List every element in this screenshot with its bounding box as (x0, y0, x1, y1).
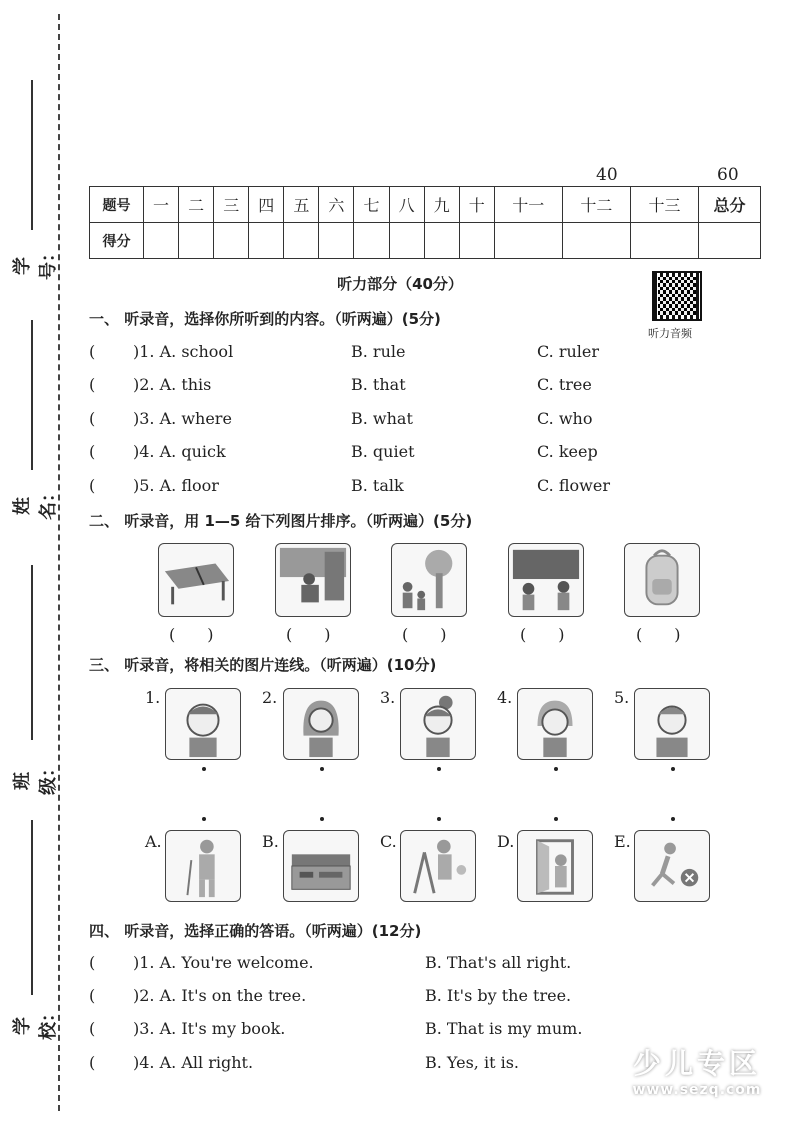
open-door-picture (517, 830, 593, 902)
student-id-label: 学号： (12, 244, 59, 280)
person-number: 5. (614, 688, 630, 707)
woman-portrait-picture (283, 688, 359, 760)
order-answer-paren[interactable]: ( ) (402, 625, 447, 644)
option-b: B. rule (351, 342, 406, 361)
watermark-url: www.sezq.com (632, 1082, 762, 1098)
option-a: )3. A. It's my book. (133, 1019, 286, 1038)
score-table-cell: 三 (214, 187, 249, 223)
match-dot[interactable] (320, 817, 324, 821)
watermark-title: 少儿专区 (632, 1047, 761, 1080)
table-tennis-table-picture (158, 543, 234, 617)
watermark (612, 1042, 782, 1098)
sidebar-school (12, 820, 59, 1050)
boy-portrait-picture (165, 688, 241, 760)
score-table-cell: 七 (354, 187, 389, 223)
section4-item (89, 1019, 789, 1041)
option-c: C. keep (537, 442, 598, 461)
option-c: C. who (537, 409, 593, 428)
activity-letter: B. (262, 832, 279, 851)
option-c: C. flower (537, 476, 610, 495)
match-dot[interactable] (202, 817, 206, 821)
section3-title: 三、 听录音，将相关的图片连线。（听两遍）(10分) (89, 656, 437, 674)
no-running-picture (634, 830, 710, 902)
activity-letter: E. (614, 832, 631, 851)
match-dot[interactable] (437, 767, 441, 771)
score-input-cell[interactable] (424, 223, 459, 259)
score-input-cell[interactable] (699, 223, 761, 259)
score-number-40: 40 (596, 165, 618, 185)
score-table-cell: 二 (179, 187, 214, 223)
match-dot[interactable] (320, 767, 324, 771)
score-input-cell[interactable] (354, 223, 389, 259)
section1-item (89, 342, 789, 364)
score-input-cell[interactable] (214, 223, 249, 259)
option-b: B. quiet (351, 442, 415, 461)
answer-paren[interactable]: ( (89, 409, 96, 428)
score-table-header-row (90, 187, 761, 223)
score-input-cell[interactable] (494, 223, 562, 259)
person-number: 1. (145, 688, 161, 707)
score-input-cell[interactable] (284, 223, 319, 259)
option-c: C. ruler (537, 342, 600, 361)
section2-title: 二、 听录音，用 1—5 给下列图片排序。（听两遍）(5分) (89, 512, 473, 530)
qr-caption: 听力音频 (648, 327, 692, 340)
score-input-cell[interactable] (144, 223, 179, 259)
painting-picture (400, 830, 476, 902)
option-a: )4. A. All right. (133, 1053, 254, 1072)
girl-short-hair-portrait-picture (517, 688, 593, 760)
option-a: )1. A. You're welcome. (133, 953, 314, 972)
option-b: B. It's by the tree. (425, 986, 572, 1005)
score-input-cell[interactable] (459, 223, 494, 259)
section4-item (89, 986, 789, 1008)
man-portrait-picture (634, 688, 710, 760)
answer-paren[interactable]: ( (89, 986, 96, 1005)
score-numbers (0, 165, 800, 185)
section1-item (89, 442, 789, 464)
sweeping-picture (165, 830, 241, 902)
activity-letter: A. (145, 832, 162, 851)
answer-paren[interactable]: ( (89, 442, 96, 461)
library-reading-picture (275, 543, 351, 617)
option-b: B. That is my mum. (425, 1019, 583, 1038)
section4-title: 四、 听录音，选择正确的答语。（听两遍）(12分) (89, 922, 422, 940)
classroom-blackboard-picture (508, 543, 584, 617)
score-input-cell[interactable] (179, 223, 214, 259)
score-table-cell: 题号 (90, 187, 144, 223)
answer-paren[interactable]: ( (89, 342, 96, 361)
score-table-cell: 十一 (494, 187, 562, 223)
pencil-box-picture (283, 830, 359, 902)
score-table-cell: 总分 (699, 187, 761, 223)
section1-item (89, 476, 789, 498)
score-input-cell[interactable] (389, 223, 424, 259)
option-a: )1. A. school (133, 342, 234, 361)
activity-letter: C. (380, 832, 397, 851)
name-label: 姓名： (12, 484, 59, 520)
option-a: )2. A. this (133, 375, 212, 394)
option-b: B. That's all right. (425, 953, 572, 972)
section1-title: 一、 听录音，选择你所听到的内容。（听两遍）(5分) (89, 310, 441, 328)
score-input-cell[interactable] (562, 223, 630, 259)
listening-section-title: 听力部分（40分） (337, 275, 463, 293)
section4-item (89, 953, 789, 975)
schoolbag-picture (624, 543, 700, 617)
score-number-60: 60 (717, 165, 739, 185)
option-a: )3. A. where (133, 409, 232, 428)
tree-with-kids-picture (391, 543, 467, 617)
score-table-cell: 十三 (630, 187, 698, 223)
match-dot[interactable] (671, 767, 675, 771)
option-b: B. Yes, it is. (425, 1053, 519, 1072)
score-table-score-row (90, 223, 761, 259)
answer-paren[interactable]: ( (89, 953, 96, 972)
match-dot[interactable] (437, 817, 441, 821)
score-table-cell: 十 (459, 187, 494, 223)
order-answer-paren[interactable]: ( ) (636, 625, 681, 644)
option-a: )5. A. floor (133, 476, 219, 495)
option-a: )2. A. It's on the tree. (133, 986, 307, 1005)
score-table-cell: 五 (284, 187, 319, 223)
sidebar-class (12, 565, 59, 795)
answer-paren[interactable]: ( (89, 1019, 96, 1038)
answer-paren[interactable]: ( (89, 1053, 96, 1072)
score-input-cell[interactable] (630, 223, 698, 259)
class-label: 班级： (12, 759, 59, 795)
score-table-cell: 四 (249, 187, 284, 223)
girl-portrait-picture (400, 688, 476, 760)
score-input-cell[interactable] (319, 223, 354, 259)
option-c: C. tree (537, 375, 592, 394)
score-table-cell: 九 (424, 187, 459, 223)
match-dot[interactable] (554, 817, 558, 821)
score-table-cell: 十二 (562, 187, 630, 223)
person-number: 2. (262, 688, 278, 707)
score-table-row-label: 得分 (90, 223, 144, 259)
person-number: 3. (380, 688, 396, 707)
option-a: )4. A. quick (133, 442, 226, 461)
score-table (89, 186, 761, 259)
order-answer-paren[interactable]: ( ) (286, 625, 331, 644)
sidebar-name (12, 320, 59, 520)
match-dot[interactable] (554, 767, 558, 771)
match-dot[interactable] (202, 767, 206, 771)
order-answer-paren[interactable]: ( ) (169, 625, 214, 644)
score-input-cell[interactable] (249, 223, 284, 259)
score-table-cell: 一 (144, 187, 179, 223)
answer-paren[interactable]: ( (89, 476, 96, 495)
section1-item (89, 409, 789, 431)
person-number: 4. (497, 688, 513, 707)
score-table-cell: 六 (319, 187, 354, 223)
answer-paren[interactable]: ( (89, 375, 96, 394)
match-dot[interactable] (671, 817, 675, 821)
school-label: 学校： (12, 1004, 59, 1040)
option-b: B. that (351, 375, 406, 394)
section1-item (89, 375, 789, 397)
option-b: B. what (351, 409, 413, 428)
order-answer-paren[interactable]: ( ) (520, 625, 565, 644)
option-b: B. talk (351, 476, 404, 495)
qr-code-icon[interactable] (652, 271, 702, 321)
score-table-cell: 八 (389, 187, 424, 223)
activity-letter: D. (497, 832, 515, 851)
